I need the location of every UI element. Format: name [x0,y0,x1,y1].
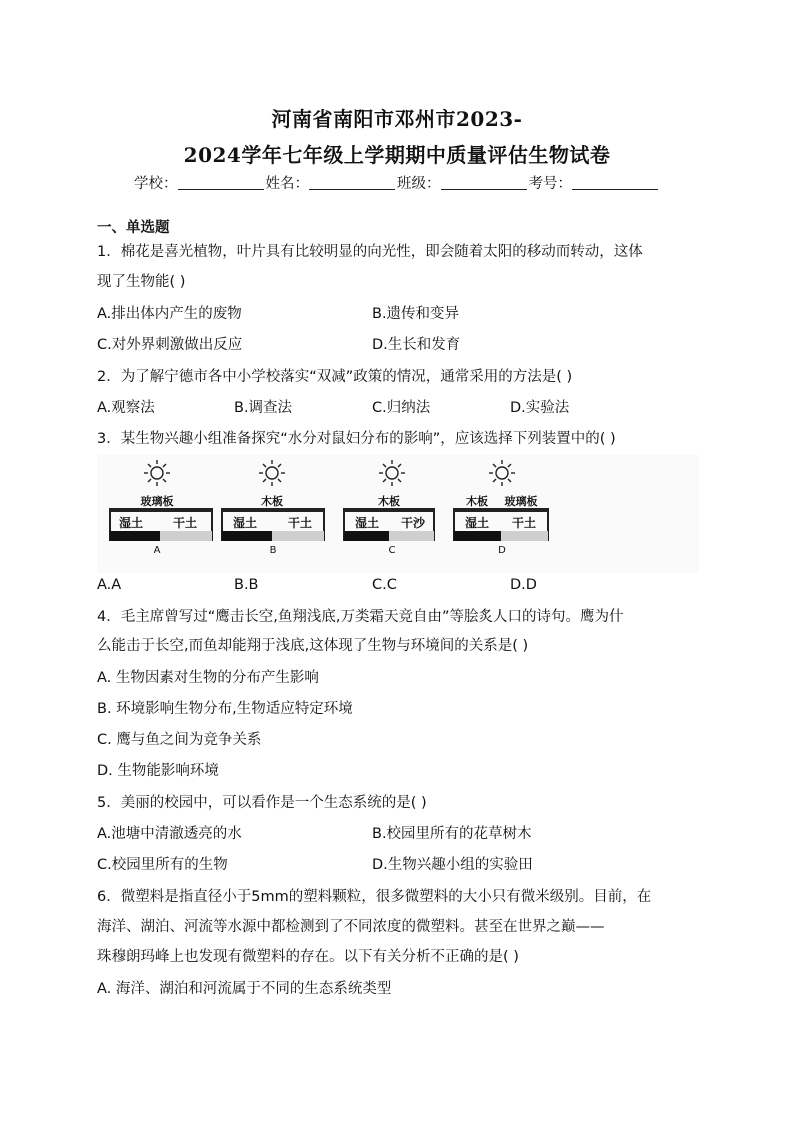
page-title-line1: 河南省南阳市邓州市2023- [271,107,523,131]
question-6-option-a: A. 海洋、湖泊和河流属于不同的生态系统类型 [97,981,392,997]
device-c [343,460,435,556]
question-5-option-b: B.校园里所有的花草树木 [372,826,532,842]
school-blank [178,175,264,190]
page-title-line2: 2024学年七年级上学期期中质量评估生物试卷 [183,143,611,167]
question-4-option-d: D. 生物能影响环境 [97,763,219,779]
question-4-stem-2: 么能击于长空,而鱼却能翔于浅底,这体现了生物与环境间的关系是( ) [97,638,529,654]
name-label: 姓名： [265,176,309,192]
experiment-devices-figure [97,455,699,573]
device-a-right-soil: 干土 [172,516,198,530]
device-d [453,460,549,556]
question-1-stem-2: 现了生物能( ) [97,274,186,290]
question-2-option-d: D.实验法 [510,400,570,416]
question-6-stem-3: 珠穆朗玛峰上也发现有微塑料的存在。以下有关分析不正确的是( ) [97,949,519,965]
question-1-option-c: C.对外界刺激做出反应 [97,337,243,353]
device-d-letter: D [498,545,506,556]
class-blank [441,175,527,190]
exam-no-label: 考号： [528,176,572,192]
device-c-letter: C [388,545,396,556]
class-label: 班级： [397,176,441,192]
question-2-option-c: C.归纳法 [372,400,431,416]
device-a-letter: A [153,545,161,556]
question-2-stem-1: 2．为了解宁德市各中小学校落实“双减”政策的情况，通常采用的方法是( ) [97,369,573,385]
question-5-option-d: D.生物兴趣小组的实验田 [372,857,533,873]
question-5-stem-1: 5．美丽的校园中，可以看作是一个生态系统的是( ) [97,795,427,811]
question-2-option-a: A.观察法 [97,400,155,416]
device-a-cover: 玻璃板 [140,495,174,508]
sun-icon [489,460,515,486]
question-5-option-c: C.校园里所有的生物 [97,857,228,873]
question-1-option-b: B.遗传和变异 [372,306,460,322]
device-c-cover: 木板 [378,495,400,508]
school-label: 学校： [134,176,178,192]
name-blank [309,175,395,190]
device-c-left-soil: 湿土 [354,516,380,530]
question-4-option-c: C. 鹰与鱼之间为竞争关系 [97,732,262,748]
sun-icon [259,460,285,486]
question-3-option-c: C.C [372,577,397,593]
device-a-left-soil: 湿土 [118,516,144,530]
question-3-option-b: B.B [234,577,259,593]
device-b-right-soil: 干土 [287,516,313,530]
question-4-stem-1: 4．毛主席曾写过“鹰击长空,鱼翔浅底,万类霜天竞自由”等脍炙人口的诗句。鹰为什 [97,609,624,625]
question-1-stem-1: 1．棉花是喜光植物，叶片具有比较明显的向光性，即会随着太阳的移动而转动，这体 [97,244,643,260]
student-info-row [0,172,794,193]
question-3-stem-1: 3．某生物兴趣小组准备探究“水分对鼠妇分布的影响”，应该选择下列装置中的( ) [97,431,616,447]
question-3-option-d: D.D [510,577,537,593]
device-d-left-soil: 湿土 [464,516,490,530]
device-c-right-soil: 干沙 [400,516,426,530]
device-b-left-soil: 湿土 [232,516,258,530]
device-d-cover-right: 玻璃板 [504,495,538,508]
sun-icon [144,460,170,486]
section-title: 一、单选题 [97,220,170,236]
question-2-option-b: B.调查法 [234,400,293,416]
question-6-stem-1: 6．微塑料是指直径小于5mm的塑料颗粒，很多微塑料的大小只有微米级别。目前，在 [97,889,652,905]
question-4-option-a: A. 生物因素对生物的分布产生影响 [97,670,319,686]
question-3-option-a: A.A [97,577,122,593]
sun-icon [379,460,405,486]
question-4-option-b: B. 环境影响生物分布,生物适应特定环境 [97,701,353,717]
device-d-right-soil: 干土 [511,516,537,530]
question-1-option-d: D.生长和发育 [372,337,461,353]
exam-no-blank [572,175,658,190]
device-a [109,460,213,556]
device-b [221,460,325,556]
question-5-option-a: A.池塘中清澈透亮的水 [97,826,242,842]
device-b-letter: B [269,545,277,556]
question-1-option-a: A.排出体内产生的废物 [97,306,242,322]
question-6-stem-2: 海洋、湖泊、河流等水源中都检测到了不同浓度的微塑料。甚至在世界之巅—— [97,919,605,935]
device-b-cover: 木板 [261,495,283,508]
device-d-cover-left: 木板 [466,495,488,508]
